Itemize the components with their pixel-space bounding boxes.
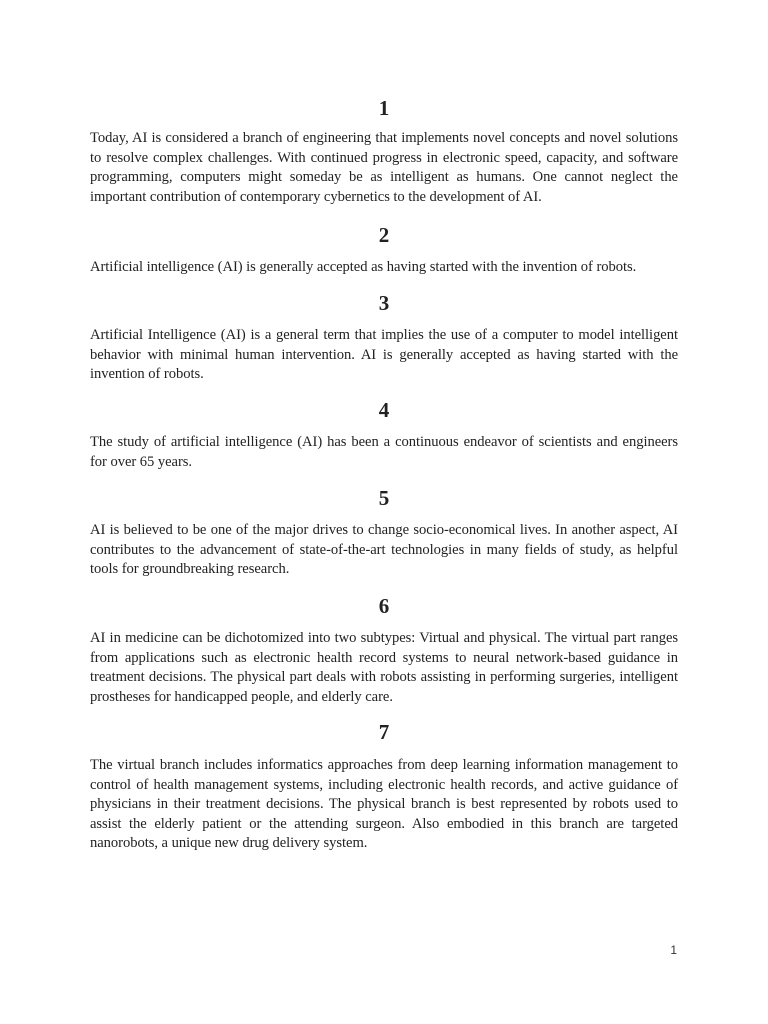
section-paragraph: AI is believed to be one of the major drives to change socio-economical lives. In another aspect, AI contributes to the advancement of state-of-the-art technologies in many fields of study, as helpful tools for groundbreaking research. [90, 522, 678, 578]
section-5 [90, 486, 678, 580]
section-7 [90, 720, 678, 854]
section-number: 2 [378, 223, 390, 247]
section-number: 1 [378, 96, 390, 120]
section-6 [90, 594, 678, 707]
section-1 [90, 96, 678, 207]
section-number: 6 [378, 594, 390, 618]
section-paragraph: Artificial Intelligence (AI) is a general term that implies the use of a computer to model intelligent behavior with minimal human intervention. AI is generally accepted as having started with the invention of robots. [90, 327, 678, 383]
page-number: 1 [670, 943, 677, 957]
section-number: 5 [378, 486, 390, 510]
section-paragraph: The study of artificial intelligence (AI) has been a continuous endeavor of scientists and engineers for over 65 years. [90, 434, 678, 470]
section-4 [90, 398, 678, 472]
section-paragraph: Artificial intelligence (AI) is generally accepted as having started with the invention of robots. [90, 259, 637, 275]
section-number: 4 [378, 398, 390, 422]
section-paragraph: The virtual branch includes informatics approaches from deep learning information management to control of health management systems, including electronic health records, and active guidance of physicians in their treatment decisions. The physical branch is best represented by robots used to assist the elderly patient or the attending surgeon. Also embodied in this branch are targeted nanorobots, a unique new drug delivery system. [90, 757, 678, 852]
section-number: 3 [378, 291, 390, 315]
section-paragraph: AI in medicine can be dichotomized into two subtypes: Virtual and physical. The virtual part ranges from applications such as electronic health record systems to neural network-based guidance in treatment decisions. The physical part deals with robots assisting in performing surgeries, intelligent prostheses for handicapped people, and elderly care. [90, 630, 678, 705]
section-number: 7 [378, 720, 390, 744]
section-3 [90, 291, 678, 385]
section-2 [90, 223, 678, 278]
section-paragraph: Today, AI is considered a branch of engineering that implements novel concepts and novel solutions to resolve complex challenges. With continued progress in electronic speed, capacity, and software programming, computers might someday be as intelligent as humans. One cannot neglect the important contribution of contemporary cybernetics to the development of AI. [90, 130, 678, 205]
